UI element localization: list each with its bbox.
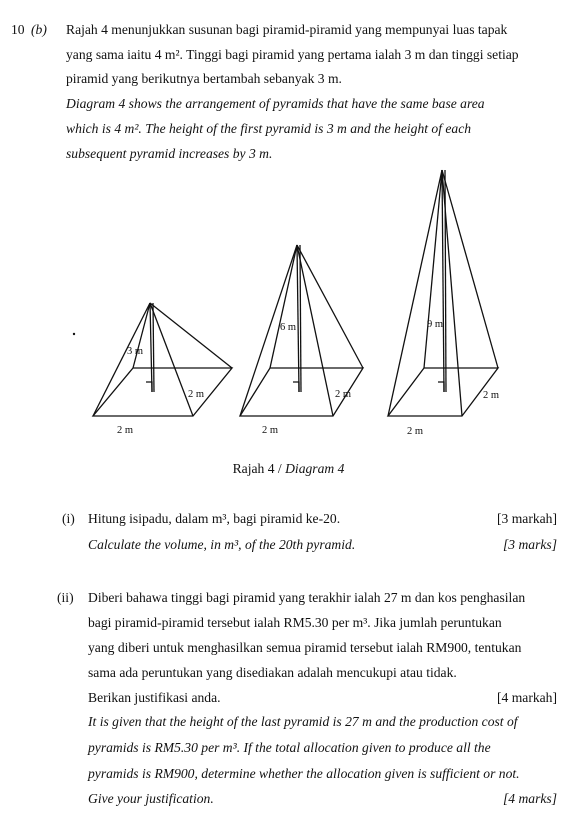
intro-malay-line-1: Rajah 4 menunjukkan susunan bagi piramid-piramid yang mempunyai luas tapak	[66, 22, 508, 37]
part-i-label: (i)	[62, 511, 75, 526]
part-ii-malay-line-4: sama ada peruntukan yang disediakan adalah mencukupi atau tidak.	[88, 665, 457, 680]
part-ii-malay-marks: [4 markah]	[496, 690, 557, 705]
part-ii-english-line-2: pyramids is RM5.30 per m³. If the total allocation given to produce all the	[88, 740, 491, 755]
part-ii-english-line-4: Give your justification.	[88, 791, 214, 806]
intro-malay-line-3: piramid yang berikutnya bertambah sebanyak 3 m.	[66, 71, 342, 86]
caption-english: Diagram 4	[285, 461, 345, 476]
pyramid-3-side-label: 2 m	[483, 390, 500, 401]
pyramid-1-height-label: 3 m	[127, 346, 144, 357]
pyramid-2-height-label: 6 m	[280, 322, 297, 333]
part-i-english: Calculate the volume, in m³, of the 20th pyramid.	[88, 537, 356, 552]
part-ii-label: (ii)	[57, 590, 74, 605]
part-ii-malay-line-3: yang diberi untuk menghasilkan semua piramid tersebut ialah RM900, tentukan	[88, 640, 522, 655]
intro-english-line-1: Diagram 4 shows the arrangement of pyramids that have the same base area	[66, 96, 485, 111]
intro-english-line-3: subsequent pyramid increases by 3 m.	[66, 146, 273, 161]
caption-separator: /	[274, 461, 286, 476]
pyramid-3-base-label: 2 m	[407, 426, 424, 437]
part-ii-english-line-1: It is given that the height of the last pyramid is 27 m and the production cost of	[88, 714, 518, 729]
pyramid-1-base-label: 2 m	[117, 425, 134, 436]
diagram-caption	[0, 461, 577, 477]
stray-dot	[73, 333, 75, 335]
pyramid-1	[93, 303, 232, 416]
pyramid-3-height-label: 9 m	[427, 319, 444, 330]
intro-malay-line-2: yang sama iaitu 4 m². Tinggi bagi piramid yang pertama ialah 3 m dan tinggi setiap	[66, 47, 519, 62]
caption-malay: Rajah 4	[232, 461, 275, 476]
part-i-malay-marks: [3 markah]	[496, 511, 557, 526]
intro-english-line-2: which is 4 m². The height of the first pyramid is 3 m and the height of each	[66, 121, 472, 136]
pyramid-3	[388, 170, 498, 416]
part-ii-malay-line-5: Berikan justifikasi anda.	[88, 690, 221, 705]
part-ii-malay-line-2: bagi piramid-piramid tersebut ialah RM5.30 per m³. Jika jumlah peruntukan	[88, 615, 502, 630]
question-part: (b)	[31, 22, 47, 37]
part-ii-malay-line-1: Diberi bahawa tinggi bagi piramid yang terakhir ialah 27 m dan kos penghasilan	[88, 590, 526, 605]
pyramid-1-side-label: 2 m	[188, 389, 205, 400]
pyramid-2-base-label: 2 m	[262, 425, 279, 436]
part-i-english-marks: [3 marks]	[502, 537, 557, 552]
part-ii-english-line-3: pyramids is RM900, determine whether the allocation given is sufficient or not.	[88, 766, 520, 781]
part-i-malay: Hitung isipadu, dalam m³, bagi piramid ke-20.	[88, 511, 341, 526]
question-number: 10	[11, 22, 25, 37]
pyramid-2-side-label: 2 m	[335, 389, 352, 400]
part-ii-english-marks: [4 marks]	[502, 791, 557, 806]
